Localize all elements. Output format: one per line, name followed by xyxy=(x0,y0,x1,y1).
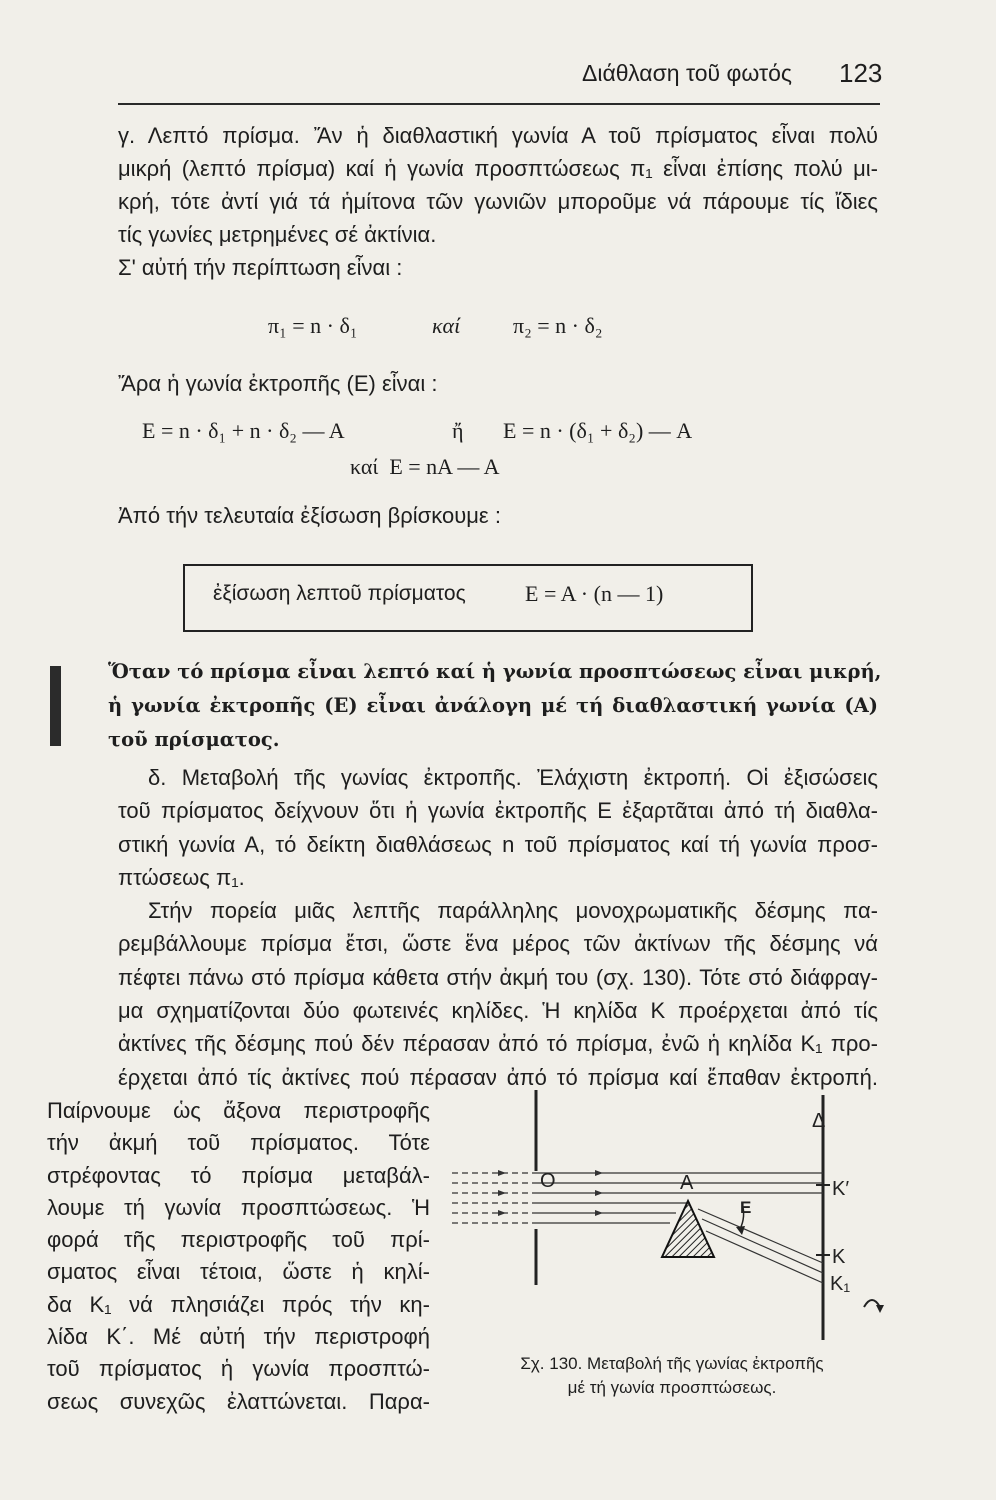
equation-deviation-2: Ε = n · (δ₁ + δ₂) — Α xyxy=(503,418,693,443)
text-line: δ. Μεταβολή τῆς γωνίας ἐκτροπῆς. Ἐλάχιστη ἐκτροπή. Οἱ ἐξισώσεις xyxy=(148,765,878,790)
text-line: Σ' αὐτή τήν περίπτωση εἶναι : xyxy=(118,255,403,280)
prism xyxy=(662,1201,714,1257)
equation-deviation-3: καί Ε = nΑ — Α xyxy=(350,454,500,479)
figure-caption-line-1: Σχ. 130. Μεταβολή τῆς γωνίας ἐκτροπῆς xyxy=(520,1354,824,1373)
section-g-intro xyxy=(118,125,878,290)
equation-or: ἤ xyxy=(452,418,464,443)
margin-bar xyxy=(50,666,61,746)
text-line: φορά τῆς περιστροφῆς τοῦ πρί- xyxy=(47,1227,430,1253)
boxed-equation-label: ἐξίσωση λεπτοῦ πρίσματος xyxy=(213,582,466,605)
equation-deviation-1: Ε = n · δ₁ + n · δ₂ — Α xyxy=(142,418,345,443)
text-line: λίδα Κ΄. Μέ αὐτή τήν περιστροφή xyxy=(47,1324,430,1350)
text-line: σματος εἶναι τέτοια, ὥστε ἡ κηλί- xyxy=(47,1259,430,1285)
equation-p1: π₁ = n · δ₁ xyxy=(268,313,358,338)
text-line: ἀκτίνες τῆς δέσμης πού δέν πέρασαν ἀπό τό πρίσμα, ἐνῶ ἡ κηλίδα Κ₁ προ- xyxy=(118,1031,878,1057)
text-line: ρεμβάλλουμε πρίσμα ἔτσι, ὥστε ἕνα μέρος τῶν ἀκτίνων τῆς δέσμης νά xyxy=(118,931,878,957)
figure-caption-line-2: μέ τή γωνία προσπτώσεως. xyxy=(567,1378,777,1397)
thin-prism-equation-box xyxy=(183,564,753,632)
section-d-narrow xyxy=(47,1100,430,1423)
label-a: A xyxy=(680,1172,694,1194)
text-line: πτώσεως π₁. xyxy=(118,864,245,890)
incoming-beam xyxy=(452,1173,536,1223)
text-line: μα σχηματίζονται δύο φωτεινές κηλίδες. Ἡ κηλίδα Κ προέρχεται ἀπό τίς xyxy=(118,998,878,1024)
label-k: Κ xyxy=(832,1246,846,1268)
text-line: μικρή (λεπτό πρίσμα) καί ἡ γωνία προσπτώσεως π₁ εἶναι ἐπίσης πολύ μι- xyxy=(118,156,878,181)
text-line: στική γωνία Α, τό δείκτη διαθλάσεως n τοῦ πρίσματος καί τή γωνία προσ- xyxy=(118,831,878,857)
text-line: Ἀπό τήν τελευταία ἐξίσωση βρίσκουμε : xyxy=(118,503,501,528)
label-k1: Κ₁ xyxy=(830,1273,851,1295)
text-line: γ. Λεπτό πρίσμα. Ἄν ἡ διαθλαστική γωνία Α τοῦ πρίσματος εἶναι πολύ xyxy=(118,123,878,148)
equation-conjunction: καί xyxy=(432,313,461,338)
equation-p2: π₂ = n · δ₂ xyxy=(513,313,603,338)
deviated-rays xyxy=(698,1209,823,1283)
figure-130-diagram xyxy=(440,1085,900,1345)
text-line: Παίρνουμε ὡς ἄξονα περιστροφῆς xyxy=(47,1098,430,1123)
text-line: κρή, τότε ἀντί γιά τά ἡμίτονα τῶν γωνιῶν μποροῦμε νά πάρουμε τίς ἴδιες xyxy=(118,189,878,214)
text-line: στρέφοντας τό πρίσμα μεταβάλ- xyxy=(47,1162,430,1188)
rule-line: ἡ γωνία ἐκτροπῆς (Ε) εἶναι ἀνάλογη μέ τή διαθλαστική γωνία (Α) xyxy=(108,694,878,717)
text-line: έρχεται ἀπό τίς ἀκτίνες πού πέρασαν ἀπό τό πρίσμα καί ἔπαθαν ἐκτροπή. xyxy=(118,1064,878,1090)
text-line: λουμε τή γωνία προσπτώσεως. Ἡ xyxy=(47,1194,430,1220)
rule-statement xyxy=(108,660,882,762)
label-e: E xyxy=(740,1198,752,1217)
boxed-equation: Ε = Α · (n — 1) xyxy=(525,581,664,606)
text-line: τοῦ πρίσματος ἡ γωνία προσπτώ- xyxy=(47,1356,430,1382)
label-k-prime: Κ′ xyxy=(832,1178,850,1200)
section-d xyxy=(118,767,878,1100)
rule-line: Ὅταν τό πρίσμα εἶναι λεπτό καί ἡ γωνία προσπτώσεως εἶναι μικρή, xyxy=(108,660,882,683)
text-line: πέφτει πάνω στό πρίσμα κάθετα στήν ἀκμή του (σχ. 130). Τότε στό διάφραγ- xyxy=(118,964,878,990)
text-line: σεως συνεχῶς ἐλαττώνεται. Παρα- xyxy=(47,1388,430,1414)
text-line: τοῦ πρίσματος δείχνουν ὅτι ἡ γωνία ἐκτροπῆς Ε ἐξαρτᾶται ἀπό τή διαθλα- xyxy=(118,798,878,824)
label-delta: Δ xyxy=(812,1110,826,1132)
label-o: O xyxy=(540,1170,556,1192)
text-line: Στήν πορεία μιᾶς λεπτῆς παράλληλης μονοχρωματικῆς δέσμης πα- xyxy=(148,898,878,924)
text-line: τίς γωνίες μετρημένες σέ ἀκτίνια. xyxy=(118,222,437,247)
text-line: δα Κ₁ νά πλησιάζει πρός τήν κη- xyxy=(47,1291,430,1317)
rule-line: τοῦ πρίσματος. xyxy=(108,728,280,751)
page-number: 123 xyxy=(839,58,883,88)
running-title: Διάθλαση τοῦ φωτός xyxy=(582,60,792,86)
text-line: Ἄρα ἡ γωνία ἐκτροπῆς (Ε) εἶναι : xyxy=(118,371,438,396)
text-line: τήν ἀκμή τοῦ πρίσματος. Τότε xyxy=(47,1130,430,1156)
header-rule xyxy=(118,103,880,105)
